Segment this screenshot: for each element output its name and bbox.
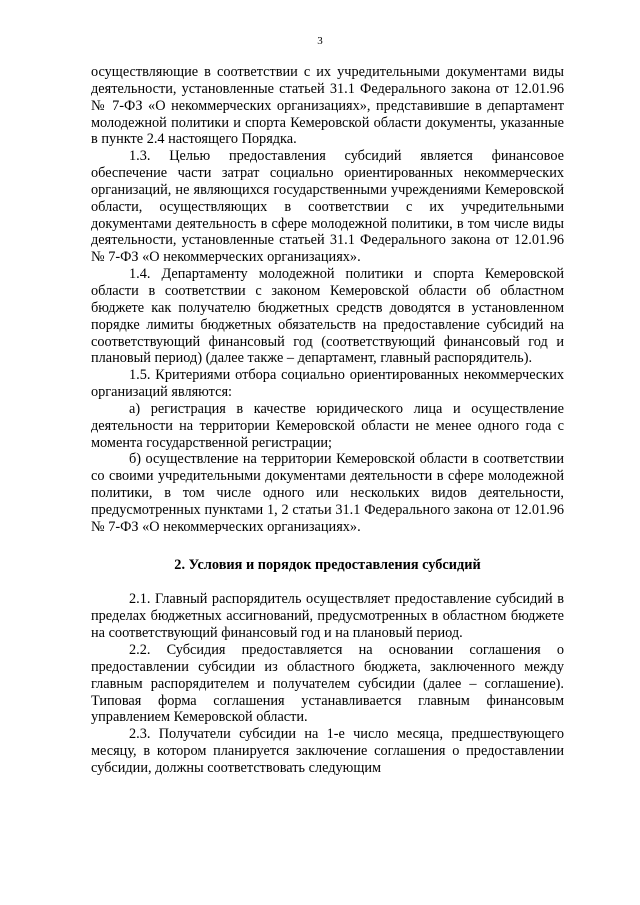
paragraph-1-5: 1.5. Критериями отбора социально ориентированных некоммерческих организаций являются: bbox=[91, 367, 564, 401]
section-heading: 2. Условия и порядок предоставления субсидий bbox=[174, 556, 481, 573]
document-body bbox=[91, 64, 564, 777]
paragraph-continuation: осуществляющие в соответствии с их учредительными документами виды деятельности, установленные статьей 31.1 Федерального закона от 12.01.96 № 7-ФЗ «О некоммерческих организациях», представившие в департамент молодежной политики и спорта Кемеровской области документы, указанные в пункте 2.4 настоящего Порядка. bbox=[91, 64, 564, 148]
paragraph-1-3: 1.3. Целью предоставления субсидий является финансовое обеспечение части затрат социально ориентированных некоммерческих организаций, не являющихся государственными учреждениями Кемеровской области, осуществляющих в соответствии с их учредительными документами деятельность в сфере молодежной политики, в том числе виды деятельности, установленные статьей 31.1 Федерального закона от 12.01.96 № 7-ФЗ «О некоммерческих организациях». bbox=[91, 148, 564, 266]
paragraph-2-1: 2.1. Главный распорядитель осуществляет предоставление субсидий в пределах бюджетных ассигнований, предусмотренных в областном бюджете на соответствующий финансовый год и на плановый период. bbox=[91, 591, 564, 642]
page-number: 3 bbox=[317, 35, 323, 47]
paragraph-1-4: 1.4. Департаменту молодежной политики и спорта Кемеровской области в соответствии с законом Кемеровской области об областном бюджете как получателю бюджетных средств доводятся в установленном порядке лимиты бюджетных обязательств на предоставление субсидий на соответствующий финансовый год (соответствующий финансовый год и плановый период) (далее также – департамент, главный распорядитель). bbox=[91, 266, 564, 367]
paragraph-1-5-a: а) регистрация в качестве юридического лица и осуществление деятельности на территории Кемеровской области не менее одного года с момента государственной регистрации; bbox=[91, 400, 564, 451]
paragraph-1-5-b: б) осуществление на территории Кемеровской области в соответствии со своими учредительными документами деятельности в сфере молодежной политики, в том числе одного или нескольких видов деятельности, предусмотренных пунктами 1, 2 статьи 31.1 Федерального закона от 12.01.96 № 7-ФЗ «О некоммерческих организациях». bbox=[91, 451, 564, 535]
paragraph-2-2: 2.2. Субсидия предоставляется на основании соглашения о предоставлении субсидии из областного бюджета, заключенного между главным распорядителем и получателем субсидии (далее – соглашение). Типовая форма соглашения устанавливается главным финансовым управлением Кемеровской области. bbox=[91, 642, 564, 726]
paragraph-2-3: 2.3. Получатели субсидии на 1-е число месяца, предшествующего месяцу, в котором планируется заключение соглашения о предоставлении субсидии, должны соответствовать следующим bbox=[91, 726, 564, 776]
